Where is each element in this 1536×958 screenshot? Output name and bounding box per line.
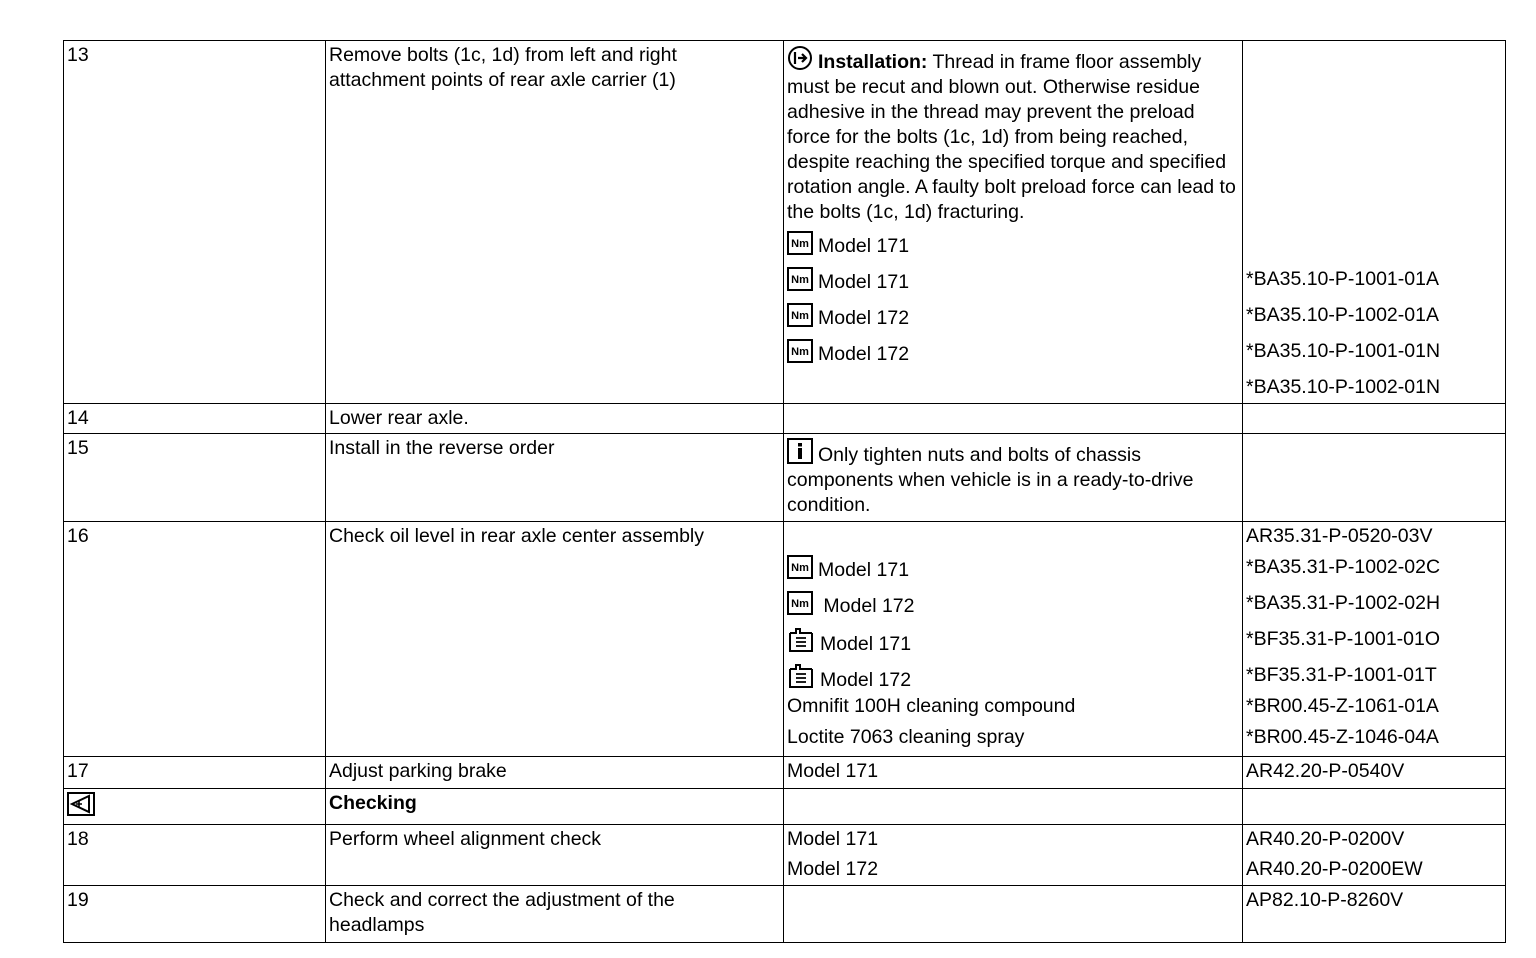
table-row-14 — [64, 404, 1506, 434]
reference-cell — [1243, 404, 1506, 434]
reference-code: *BA35.10-P-1002-01A — [1246, 304, 1439, 326]
action-text: Check oil level in rear axle center assembly — [326, 522, 784, 757]
svg-text:Nm: Nm — [791, 346, 809, 358]
table-row-16 — [64, 522, 1506, 757]
notes-cell — [784, 886, 1243, 943]
reference-code: *BA35.10-P-1002-01N — [1246, 376, 1441, 398]
info-text: Only tighten nuts and bolts of chassis components when vehicle is in a ready-to-drive condition. — [787, 444, 1194, 516]
model-label: Model 171 — [820, 633, 912, 655]
reference-code: *BR00.45-Z-1061-01A — [1246, 695, 1439, 717]
installation-note — [787, 45, 1239, 225]
section-row-checking — [64, 789, 1506, 825]
svg-text:Nm: Nm — [791, 238, 809, 250]
notes-cell — [784, 789, 1243, 825]
table-row-17 — [64, 757, 1506, 789]
reference-cell: AP82.10-P-8260V — [1243, 886, 1506, 943]
reference-cell — [1243, 41, 1506, 404]
svg-text:Nm: Nm — [791, 562, 809, 574]
model-note — [787, 231, 1239, 259]
reference-code: *BA35.31-P-1002-02H — [1246, 592, 1441, 614]
action-line: Check and correct the adjustment of the — [329, 889, 675, 911]
step-number: 15 — [64, 434, 326, 522]
nm-torque-icon — [787, 231, 813, 255]
table-row-19 — [64, 886, 1506, 943]
svg-text:Nm: Nm — [791, 598, 809, 610]
action-line: headlamps — [329, 914, 425, 936]
reference-code: AR40.20-P-0200EW — [1246, 858, 1423, 880]
model-note — [787, 267, 1239, 295]
model-label: Model 172 — [818, 307, 910, 329]
reference-cell — [1243, 434, 1506, 522]
step-number: 18 — [64, 825, 326, 886]
reference-cell — [1243, 522, 1506, 757]
reference-code: *BA35.10-P-1001-01A — [1246, 268, 1439, 290]
action-text: Install in the reverse order — [326, 434, 784, 522]
reference-code: *BR00.45-Z-1046-04A — [1246, 726, 1439, 748]
nm-torque-icon — [787, 555, 813, 579]
table-row-18 — [64, 825, 1506, 886]
action-text: Lower rear axle. — [326, 404, 784, 434]
model-note — [787, 627, 1239, 655]
model-label: Omnifit 100H cleaning compound — [787, 695, 1076, 717]
reference-code: *BA35.10-P-1001-01N — [1246, 340, 1441, 362]
step-number: 14 — [64, 404, 326, 434]
model-label: Model 172 — [818, 595, 915, 617]
reference-code: *BF35.31-P-1001-01T — [1246, 664, 1437, 686]
action-text: Perform wheel alignment check — [326, 825, 784, 886]
step-number: 13 — [64, 41, 326, 404]
section-title: Checking — [326, 789, 784, 825]
model-label: Model 171 — [818, 559, 910, 581]
reference-cell: AR42.20-P-0540V — [1243, 757, 1506, 789]
action-text: Remove bolts (1c, 1d) from left and right attachment points of rear axle carrier (1) — [326, 41, 784, 404]
notes-cell: Model 171 — [784, 757, 1243, 789]
notes-cell — [784, 825, 1243, 886]
table-row-13 — [64, 41, 1506, 404]
info-note — [787, 438, 1207, 518]
nm-torque-icon — [787, 339, 813, 363]
fluid-container-icon — [787, 627, 815, 653]
model-label: Model 171 — [818, 271, 910, 293]
installation-label: Installation: — [818, 51, 928, 73]
procedure-table — [63, 40, 1506, 943]
model-note: Model 172 — [787, 858, 879, 880]
model-note — [787, 663, 1239, 691]
reference-code: AR40.20-P-0200V — [1246, 828, 1405, 850]
action-text: Adjust parking brake — [326, 757, 784, 789]
action-text — [326, 886, 784, 943]
table-row-15 — [64, 434, 1506, 522]
model-label: Loctite 7063 cleaning spray — [787, 726, 1025, 748]
installation-text: Thread in frame floor assembly must be recut and blown out. Otherwise residue adhesive in the thread may prevent the preload force for the bolts (1c, 1d) from being reached, despite reaching the specified torque and specified rotation angle. A faulty bolt preload force can lead to the bolts (1c, 1d) fracturing. — [787, 51, 1236, 223]
step-number: 17 — [64, 757, 326, 789]
reference-cell — [1243, 789, 1506, 825]
nm-torque-icon — [787, 267, 813, 291]
model-note — [787, 339, 1239, 367]
reference-code: *BF35.31-P-1001-01O — [1246, 628, 1441, 650]
notes-cell — [784, 404, 1243, 434]
model-label: Model 172 — [820, 669, 912, 691]
nm-torque-icon — [787, 303, 813, 327]
model-note — [787, 591, 1239, 619]
fluid-container-icon — [787, 663, 815, 689]
step-number: 16 — [64, 522, 326, 757]
model-note — [787, 303, 1239, 331]
checking-triangle-icon — [67, 792, 95, 823]
model-note — [787, 725, 1239, 753]
notes-cell — [784, 434, 1243, 522]
svg-text:Nm: Nm — [791, 274, 809, 286]
notes-cell — [784, 41, 1243, 404]
installation-icon — [787, 45, 813, 71]
notes-cell — [784, 522, 1243, 757]
step-number: 19 — [64, 886, 326, 943]
model-note: Model 171 — [787, 828, 879, 850]
model-label: Model 171 — [818, 235, 910, 257]
model-note — [787, 555, 1239, 583]
svg-text:Nm: Nm — [791, 310, 809, 322]
model-label: Model 172 — [818, 343, 910, 365]
reference-cell — [1243, 825, 1506, 886]
reference-code: *BA35.31-P-1002-02C — [1246, 556, 1441, 578]
model-note — [787, 694, 1239, 722]
nm-torque-icon — [787, 591, 813, 615]
section-icon-cell — [64, 789, 326, 825]
reference-code: AR35.31-P-0520-03V — [1246, 525, 1433, 547]
info-icon — [787, 438, 813, 464]
